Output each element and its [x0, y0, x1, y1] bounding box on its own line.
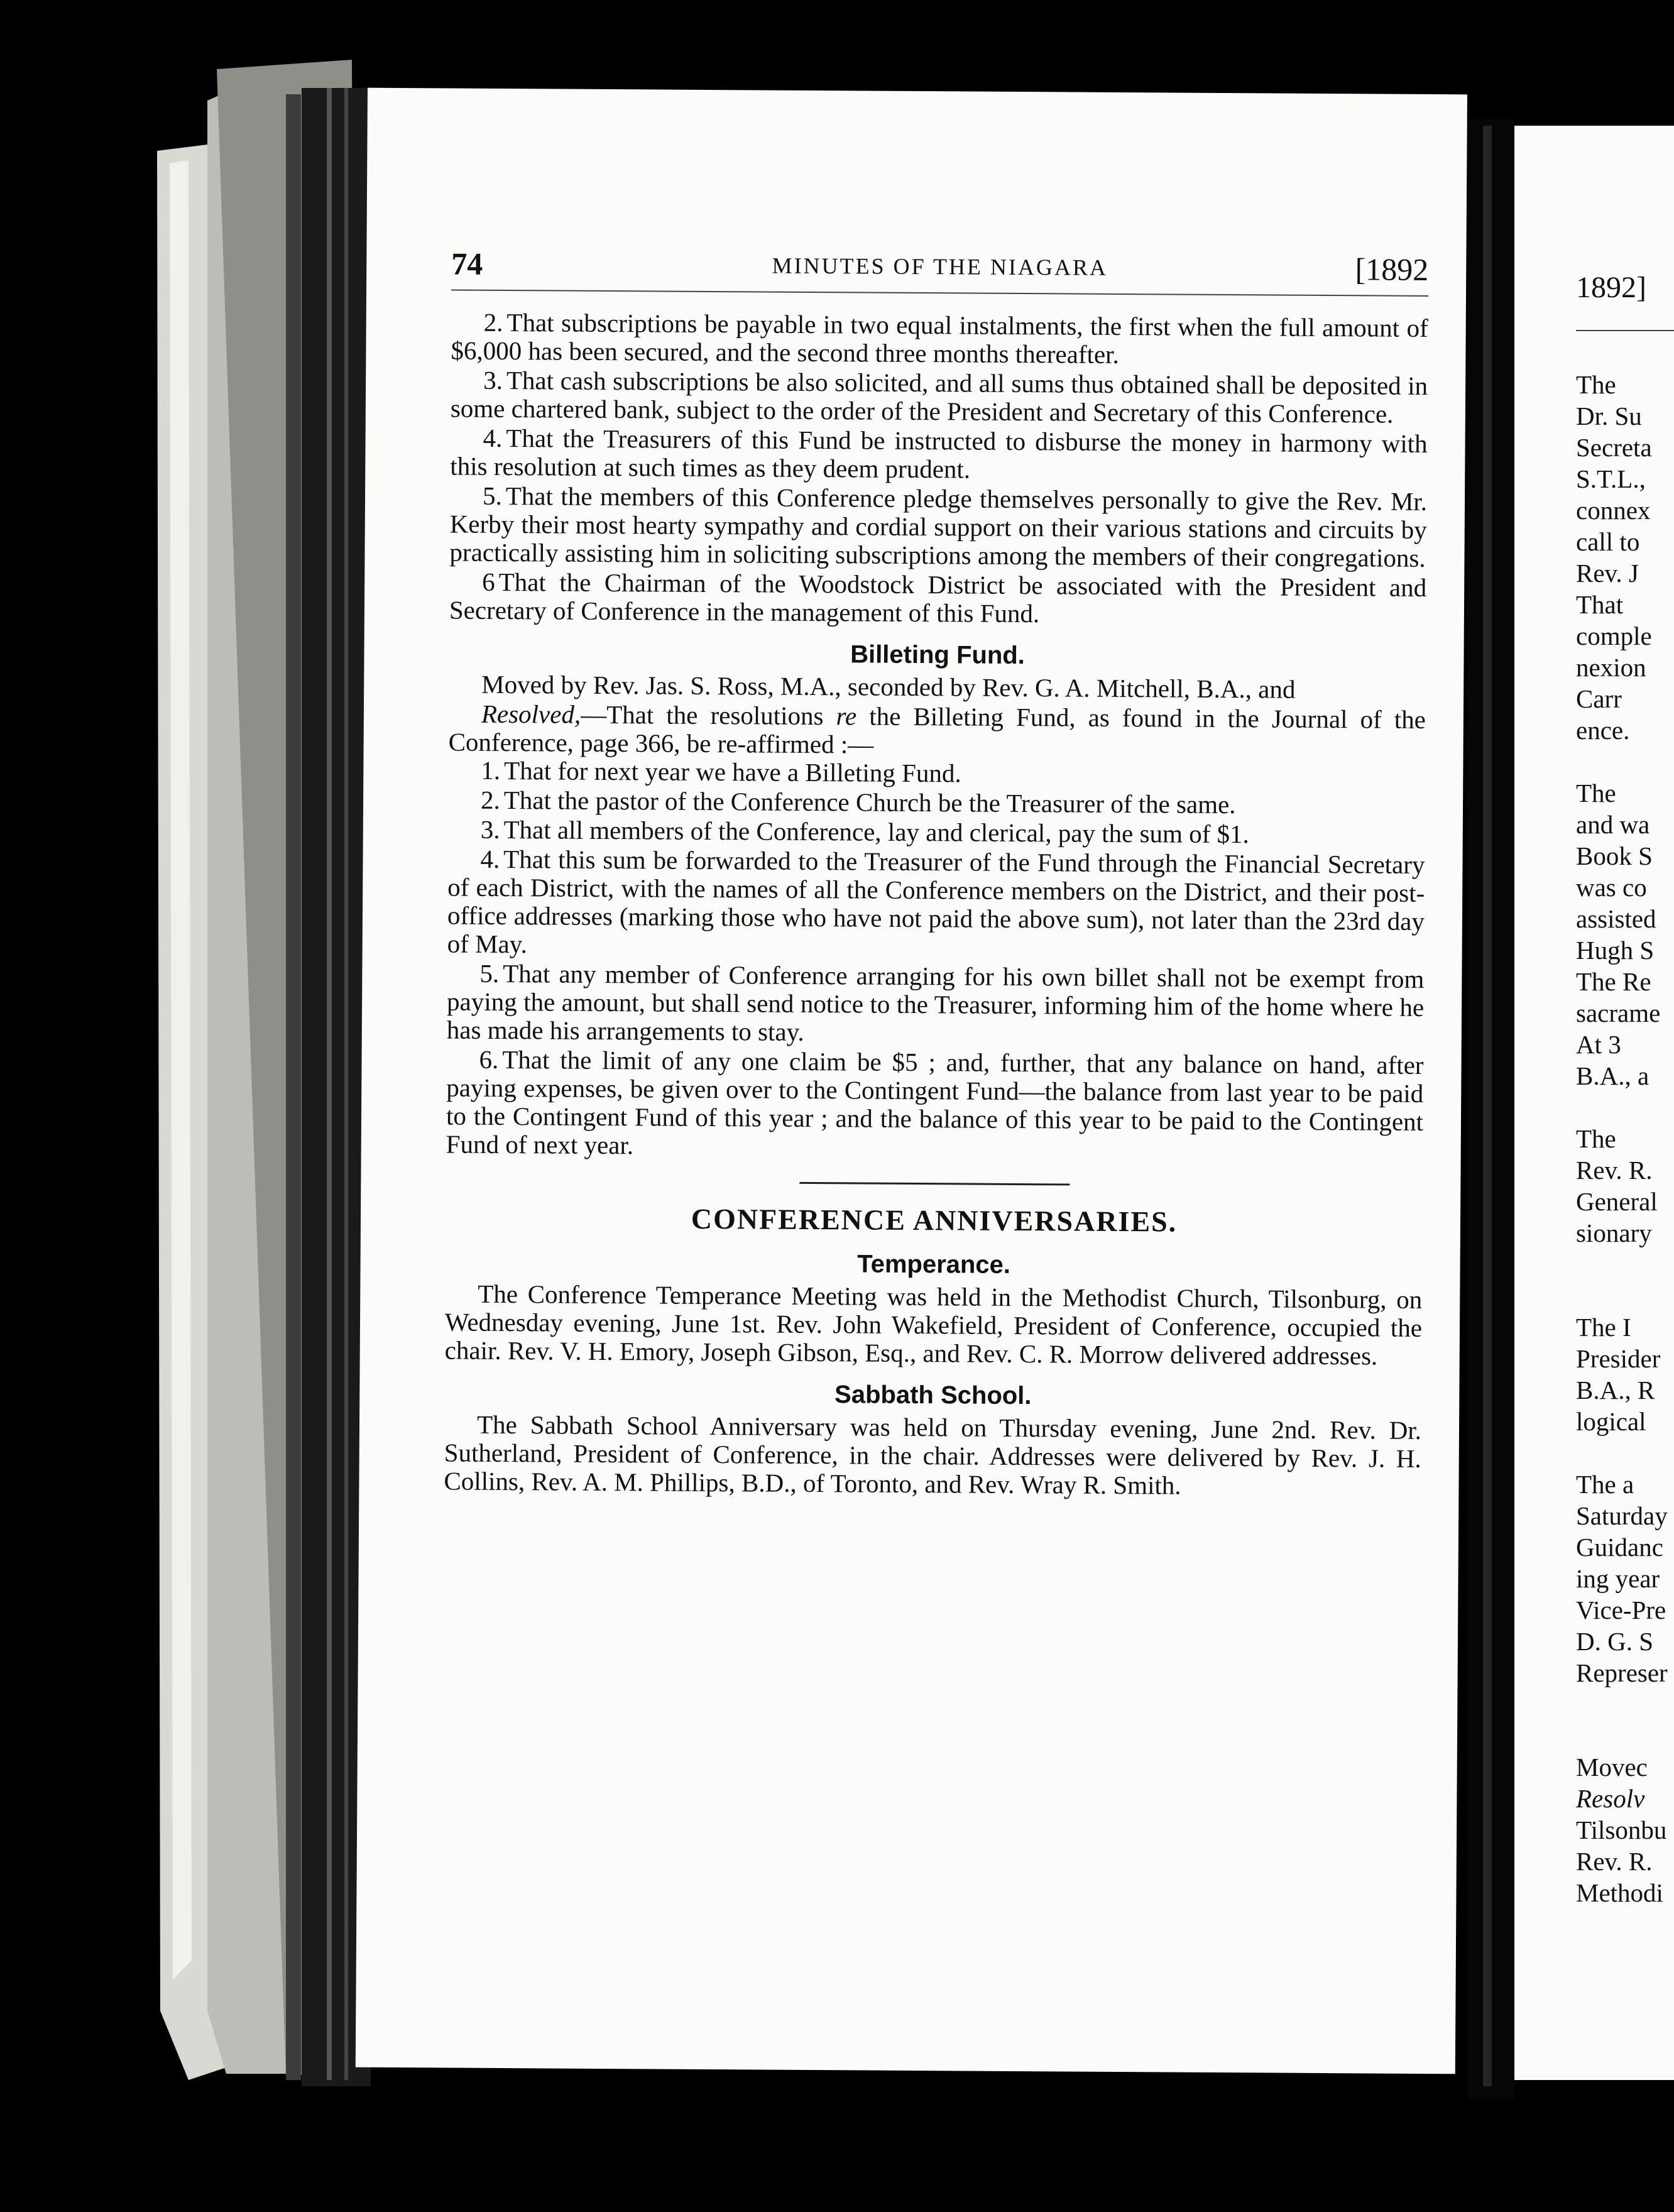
motion-text: Moved by Rev. Jas. S. Ross, M.A., seconded by Rev. G. A. Mitchell, B.A., and [481, 669, 1296, 704]
right-page-line: At 3 [1576, 1030, 1621, 1059]
right-page-line: Guidanc [1576, 1533, 1663, 1562]
right-page-line: B.A., a [1576, 1061, 1649, 1090]
right-page-line: Rev. J [1576, 559, 1639, 588]
list-item: 3. That cash subscriptions be also solicited, and all sums thus obtained shall be deposited in some chartered bank, subject to the order of the President and Secretary of this Conference. [450, 365, 1428, 429]
left-page [356, 88, 1467, 2074]
list-item: 4. That the Treasurers of this Fund be instructed to disburse the money in harmony with this resolution at such times as they deem prudent. [450, 423, 1428, 484]
list-item: 5. That the members of this Conference pledge themselves personally to give the Rev. Mr. Kerby their most hearty sympathy and cordial support on their various stations and circuits by practically assisting him in soliciting subscriptions among the members of their congregations. [449, 481, 1428, 572]
running-title: MINUTES OF THE NIAGARA [772, 253, 1108, 280]
line-gap [1576, 1720, 1674, 1751]
line-gap [1576, 1249, 1674, 1280]
line-gap [1576, 746, 1674, 777]
running-head [451, 245, 1428, 296]
right-page-line: Represer [1576, 1658, 1668, 1687]
list-item: 3. That all members of the Conference, lay and clerical, pay the sum of $1. [480, 814, 1249, 849]
right-page-line: nexion [1576, 653, 1646, 682]
right-page-line: ence. [1576, 716, 1630, 745]
list-item: 6 That the Chairman of the Woodstock District be associated with the President and Secretary of Conference in the management of this Fund. [449, 567, 1427, 628]
right-page-line: Book S [1576, 841, 1653, 870]
right-page-line: The [1576, 1124, 1616, 1153]
sabbath-school-text: The Sabbath School Anniversary was held on Thursday evening, June 2nd. Rev. Dr. Sutherland, President of Conference, in the chair. Addresses were delivered by Rev. J. H. Collins, Rev. A. M. Phillips, B.D., of Toronto, and Rev. Wray R. Smith. [444, 1410, 1422, 1500]
right-page-line: Movec [1576, 1753, 1648, 1782]
resolution-text: Resolved,—That the resolutions re the Billeting Fund, as found in the Journal of the Conference, page 366, be re-affirmed :— [448, 699, 1426, 759]
right-running-year: 1892] [1576, 271, 1646, 304]
list-item: 2. That the pastor of the Conference Church be the Treasurer of the same. [480, 785, 1236, 819]
right-page-line: and wa [1576, 810, 1650, 839]
billeting-items [446, 756, 1426, 1164]
list-item: 1. That for next year we have a Billeting Fund. [481, 755, 961, 788]
running-year: [1892 [1355, 251, 1429, 287]
right-page-lines [1576, 369, 1674, 1908]
right-page-line: The [1576, 779, 1616, 808]
right-page-line: comple [1576, 621, 1652, 650]
billeting-fund-heading: Billeting Fund. [850, 640, 1026, 670]
right-page-line: Presider [1576, 1344, 1661, 1373]
right-page-line: General [1576, 1187, 1658, 1216]
right-page-line: connex [1576, 496, 1651, 525]
right-page-line: ing year [1576, 1564, 1660, 1593]
right-page-line: logical [1576, 1407, 1646, 1436]
line-gap [1576, 1280, 1674, 1311]
right-page-line: The a [1576, 1470, 1634, 1499]
right-page-line: Dr. Su [1576, 402, 1642, 430]
anniversaries-title: CONFERENCE ANNIVERSARIES. [691, 1202, 1178, 1238]
right-page-line: B.A., R [1576, 1376, 1655, 1404]
fund-resolution-items [449, 308, 1428, 630]
temperance-heading: Temperance. [857, 1250, 1011, 1279]
right-page-line: The Re [1576, 967, 1651, 996]
right-page-line: Vice-Pre [1576, 1596, 1666, 1624]
right-page [1514, 126, 1674, 2080]
right-page-line: Rev. R. [1576, 1847, 1653, 1876]
right-page-line: Secreta [1576, 433, 1652, 462]
list-item: 5. That any member of Conference arranging for his own billet shall not be exempt from paying the amount, but shall send notice to the Treasurer, informing him of the home where he has made his arrangements to stay. [446, 958, 1425, 1046]
line-gap [1576, 1689, 1674, 1720]
right-page-line: assisted [1576, 904, 1656, 933]
right-page-line: Methodi [1576, 1878, 1663, 1907]
right-page-line: Saturday [1576, 1501, 1668, 1530]
right-page-line: Rev. R. [1576, 1156, 1653, 1185]
right-page-line: The [1576, 370, 1616, 399]
line-gap [1576, 1092, 1674, 1123]
right-page-line: was co [1576, 873, 1647, 902]
right-page-line: Resolv [1576, 1784, 1645, 1813]
line-gap [1576, 1437, 1674, 1469]
right-page-line: sionary [1576, 1218, 1652, 1247]
right-page-line: Tilsonbu [1576, 1815, 1667, 1844]
list-item: 4. That this sum be forwarded to the Treasurer of the Fund through the Financial Secretary of each District, with the names of all the Conference members on the District, and their post-office addresses (marking those who have not paid the above sum), not later than the 23rd day of May. [447, 844, 1425, 959]
section-divider [799, 1182, 1070, 1186]
list-item: 2. That subscriptions be payable in two equal instalments, the first when the full amount of $6,000 has been secured, and the second three months thereafter. [451, 307, 1428, 369]
right-page-line: S.T.L., [1576, 464, 1646, 493]
right-head-rule [1576, 330, 1674, 331]
list-item: 6. That the limit of any one claim be $5 ; and, further, that any balance on hand, after paying expenses, be given over to the Contingent Fund—the balance from last year to be paid to the Contingent Fund of this year ; and the balance of this year to be paid to the Contingent Fund of next year. [446, 1044, 1424, 1160]
right-page-line: call to [1576, 527, 1640, 556]
right-page-line: The I [1576, 1313, 1631, 1342]
right-page-line: sacrame [1576, 999, 1661, 1027]
sabbath-school-heading: Sabbath School. [834, 1381, 1032, 1410]
right-page-line: Carr [1576, 684, 1622, 713]
page-number: 74 [451, 246, 483, 282]
right-page-line: That [1576, 590, 1624, 619]
temperance-text: The Conference Temperance Meeting was held in the Methodist Church, Tilsonburg, on Wednesday evening, June 1st. Rev. John Wakefield, President of Conference, occupied the chair. Rev. V. H. Emory, Joseph Gibson, Esq., and Rev. C. R. Morrow delivered addresses. [444, 1279, 1423, 1371]
right-page-line: Hugh S [1576, 936, 1655, 965]
right-page-line: D. G. S [1576, 1627, 1654, 1656]
